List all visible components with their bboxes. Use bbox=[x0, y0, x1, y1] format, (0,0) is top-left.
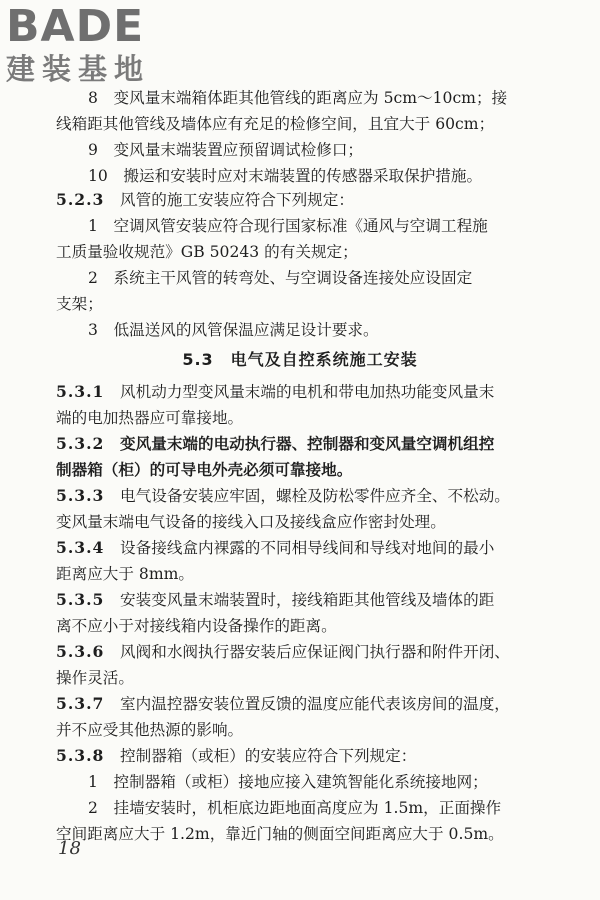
clause-5-3-8-item-1: 1 控制器箱（或柜）接地应接入建筑智能化系统接地网； bbox=[88, 773, 488, 791]
clause-text: 安装变风量末端装置时，接线箱距其他管线及墙体的距 bbox=[120, 591, 495, 609]
clause-5-2-3 bbox=[56, 190, 354, 210]
clause-5-3-1 bbox=[56, 382, 494, 402]
logo-brand-en: BADE bbox=[6, 1, 145, 52]
clause-5-3-5-line-2: 离不应小于对接线箱内设备操作的距离。 bbox=[56, 617, 337, 635]
clause-5-3-5 bbox=[56, 590, 494, 610]
clause-5-3-4-line-2: 距离应大于 8mm。 bbox=[56, 565, 195, 583]
clause-number: 5.3.3 bbox=[56, 486, 105, 505]
item-9: 9 变风量末端装置应预留调试检修口； bbox=[88, 141, 364, 159]
clause-number: 5.3.2 bbox=[56, 434, 105, 453]
clause-5-2-3-item-1-line-1: 1 空调风管安装应符合现行国家标准《通风与空调工程施 bbox=[88, 217, 488, 235]
item-10: 10 搬运和安装时应对末端装置的传感器采取保护措施。 bbox=[88, 167, 483, 185]
logo-brand-cn: 建装基地 bbox=[6, 52, 151, 86]
clause-5-2-3-item-1-line-2: 工质量验收规范》GB 50243 的有关规定； bbox=[56, 243, 358, 261]
clause-5-3-6 bbox=[56, 642, 510, 662]
clause-5-3-1-line-2: 端的电加热器应可靠接地。 bbox=[56, 409, 244, 427]
page-number: 18 bbox=[58, 838, 81, 859]
clause-number: 5.3.4 bbox=[56, 538, 105, 557]
clause-5-2-3-item-2-line-2: 支架； bbox=[56, 295, 103, 313]
clause-number: 5.3.1 bbox=[56, 382, 105, 401]
clause-number: 5.3.6 bbox=[56, 642, 105, 661]
clause-number: 5.3.5 bbox=[56, 590, 105, 609]
clause-5-3-8 bbox=[56, 746, 416, 766]
item-8-line-1: 8 变风量末端箱体距其他管线的距离应为 5cm～10cm；接 bbox=[88, 89, 508, 107]
clause-5-3-8-item-2-line-1: 2 挂墙安装时，机柜底边距地面高度应为 1.5m，正面操作 bbox=[88, 799, 502, 817]
section-title: 5.3 电气及自控系统施工安装 bbox=[182, 350, 418, 369]
clause-text: 设备接线盒内裸露的不同相导线间和导线对地间的最小 bbox=[120, 539, 495, 557]
clause-5-3-6-line-2: 操作灵活。 bbox=[56, 669, 134, 687]
bade-logo bbox=[6, 1, 176, 92]
clause-text: 控制器箱（或柜）的安装应符合下列规定： bbox=[120, 747, 417, 765]
clause-text: 风机动力型变风量末端的电机和带电加热功能变风量末 bbox=[120, 383, 495, 401]
clause-number: 5.2.3 bbox=[56, 190, 105, 209]
clause-text: 室内温控器安装位置反馈的温度应能代表该房间的温度， bbox=[120, 695, 510, 713]
clause-text: 风管的施工安装应符合下列规定： bbox=[120, 191, 354, 209]
clause-text: 电气设备安装应牢固，螺栓及防松零件应齐全、不松动。 bbox=[120, 487, 510, 505]
clause-5-3-7-line-2: 并不应受其他热源的影响。 bbox=[56, 721, 244, 739]
clause-text: 风阀和水阀执行器安装后应保证阀门执行器和附件开闭、 bbox=[120, 643, 510, 661]
clause-text: 变风量末端的电动执行器、控制器和变风量空调机组控 bbox=[120, 434, 495, 453]
clause-number: 5.3.7 bbox=[56, 694, 105, 713]
clause-5-3-3 bbox=[56, 486, 510, 506]
clause-5-3-2 bbox=[56, 434, 494, 454]
clause-5-3-4 bbox=[56, 538, 494, 558]
clause-5-3-3-line-2: 变风量末端电气设备的接线入口及接线盒应作密封处理。 bbox=[56, 513, 446, 531]
clause-5-3-7 bbox=[56, 694, 510, 714]
clause-5-2-3-item-3: 3 低温送风的风管保温应满足设计要求。 bbox=[88, 321, 379, 339]
clause-5-3-8-item-2-line-2: 空间距离应大于 1.2m，靠近门轴的侧面空间距离应大于 0.5m。 bbox=[56, 825, 504, 843]
clause-number: 5.3.8 bbox=[56, 746, 105, 765]
clause-5-2-3-item-2-line-1: 2 系统主干风管的转弯处、与空调设备连接处应设固定 bbox=[88, 269, 473, 287]
clause-5-3-2-line-2: 制器箱（柜）的可导电外壳必须可靠接地。 bbox=[56, 460, 353, 479]
item-8-line-2: 线箱距其他管线及墙体应有充足的检修空间，且宜大于 60cm； bbox=[56, 115, 495, 133]
